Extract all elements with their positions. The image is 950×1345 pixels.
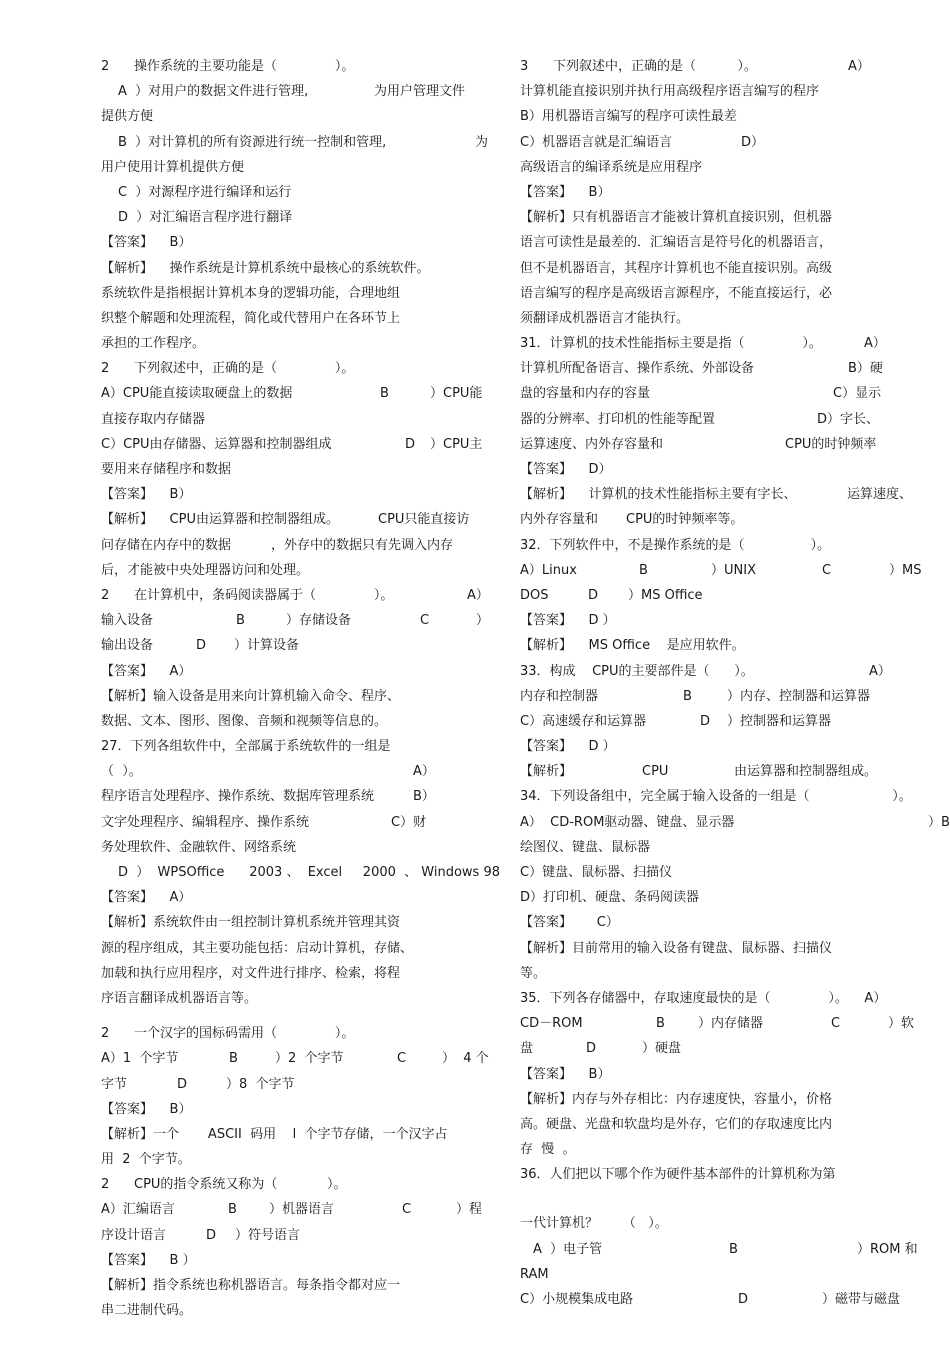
text-segment: A）Linux (520, 562, 577, 578)
text-segment: 【答案】 B） (101, 235, 192, 251)
text-segment: 一代计算机？ （ ）。 (520, 1216, 668, 1232)
text-segment: 35．下列各存储器中，存取速度最快的是（ ）。 A） (520, 990, 887, 1006)
text-segment: 【答案】 C） (520, 915, 619, 931)
text-segment: ）符号语言 (235, 1227, 301, 1243)
text-line (101, 230, 493, 255)
text-segment: C）财 (391, 814, 427, 830)
text-segment: 运算速度、内外存容量和 (520, 436, 664, 452)
text-segment: D ） WPSOffice 2003 、 Excel 2000 、 Windows 98 (118, 865, 500, 880)
text-segment: 加载和执行应用程序，对文件进行排序、检索，将程 (101, 965, 401, 981)
text-line (101, 130, 493, 155)
text-segment: 务处理软件、金融软件、网络系统 (101, 839, 297, 855)
text-segment: 输出设备 (101, 638, 154, 654)
text-line (520, 1112, 940, 1137)
text-segment: 为用户管理文件 (374, 84, 466, 100)
text-line (520, 533, 940, 558)
text-line (520, 104, 940, 129)
text-line (101, 1197, 493, 1222)
text-segment: ）MS (889, 562, 922, 578)
text-segment: ）2 个字节 (275, 1051, 344, 1067)
text-segment: C (420, 613, 430, 629)
text-segment: C）高速缓存和运算器 (520, 713, 647, 729)
text-line (101, 633, 493, 658)
text-segment: 【解析】 CPU由运算器和控制器组成。 (101, 512, 339, 528)
text-segment: ）机器语言 (269, 1202, 335, 1218)
text-line (101, 961, 493, 986)
text-segment: C）CPU由存储器、运算器和控制器组成 (101, 436, 332, 452)
text-segment: 2 (101, 1026, 110, 1042)
text-segment: ）程 (456, 1202, 483, 1218)
text-segment: ）硬盘 (642, 1041, 682, 1057)
text-line (520, 558, 940, 583)
text-line (520, 583, 940, 608)
text-line (101, 155, 493, 180)
text-segment: 【解析】指令系统也称机器语言。每条指令都对应一 (101, 1278, 401, 1293)
text-segment: A）汇编语言 (101, 1202, 175, 1218)
text-segment: 用 2 个字节。 (101, 1152, 191, 1168)
text-segment: B） (413, 789, 435, 805)
text-segment: B (229, 1051, 238, 1067)
text-segment: 提供方便 (101, 109, 154, 125)
text-line (520, 1237, 940, 1262)
text-segment: 等。 (520, 965, 547, 981)
text-segment: 内外存容量和 (520, 512, 599, 528)
text-line (101, 432, 493, 457)
text-segment: （ ）。 (101, 764, 142, 780)
text-segment: 3 (520, 59, 529, 74)
text-segment: 绘图仪、键盘、鼠标器 (520, 839, 651, 855)
text-line (520, 130, 940, 155)
text-line (101, 1046, 493, 1071)
text-line (520, 155, 940, 180)
text-line (520, 684, 940, 709)
text-segment: 【答案】 A） (101, 890, 192, 906)
text-segment: ）软 (888, 1016, 915, 1032)
text-segment: C (402, 1202, 412, 1218)
text-segment: A） (869, 663, 891, 679)
text-segment: CPU只能直接访 (378, 512, 470, 528)
text-segment: 计算机所配备语言、操作系统、外部设备 (520, 361, 755, 377)
text-segment: 内存和控制器 (520, 688, 599, 704)
text-line (520, 734, 940, 759)
text-segment: ）CPU主 (430, 436, 483, 452)
text-segment: 语言编写的程序是高级语言源程序，不能直接运行，必 (520, 285, 833, 301)
text-segment: D (196, 638, 207, 654)
text-line (101, 1298, 493, 1323)
text-segment: 【解析】 计算机的技术性能指标主要有字长、 (520, 487, 797, 503)
text-line (101, 583, 493, 608)
text-segment: ）MS Office (628, 587, 703, 603)
text-line (520, 659, 940, 684)
text-line (101, 1122, 493, 1147)
text-segment: B ）对计算机的所有资源进行统一控制和管理, (118, 134, 387, 150)
text-line (520, 860, 940, 885)
text-segment: ）CPU能 (430, 386, 483, 402)
text-segment: 但不是机器语言，其程序计算机也不能直接识别。高级 (520, 260, 833, 276)
text-segment: 输入设备 (101, 613, 154, 629)
text-segment: 【解析】系统软件由一组控制计算机系统并管理其资 (101, 915, 401, 931)
text-line (101, 79, 493, 104)
text-segment: 33．构成 CPU的主要部件是（ ）。 (520, 663, 754, 679)
text-line (520, 1162, 940, 1187)
text-line (101, 558, 493, 583)
text-segment: CPU (642, 764, 669, 780)
text-line (101, 759, 493, 784)
text-segment: D）打印机、硬盘、条码阅读器 (520, 890, 700, 906)
text-segment: CPU的指令系统又称为（ ）。 (134, 1177, 347, 1193)
text-segment: B (236, 613, 245, 629)
text-line (101, 281, 493, 306)
text-segment: D (588, 587, 599, 603)
text-segment: 直接存取内存储器 (101, 411, 206, 427)
text-segment: CD－ROM (520, 1016, 583, 1032)
text-line (520, 1087, 940, 1112)
text-segment: ）ROM 和 (857, 1241, 918, 1257)
text-line (101, 1172, 493, 1197)
text-segment: DOS (520, 587, 549, 603)
text-segment: 运算速度、 (847, 487, 913, 503)
text-line (101, 1248, 493, 1273)
text-segment: CPU的时钟频率等。 (626, 512, 744, 528)
text-line (520, 759, 940, 784)
text-segment: ）B (928, 814, 950, 830)
text-line (101, 885, 493, 910)
text-segment: C）键盘、鼠标器、扫描仪 (520, 865, 673, 880)
text-line (101, 54, 493, 79)
text-line (101, 331, 493, 356)
text-line (520, 205, 940, 230)
text-segment: 语言可读性是最差的．汇编语言是符号化的机器语言， (520, 235, 833, 251)
text-segment: B (656, 1016, 665, 1032)
text-segment: D (738, 1292, 749, 1307)
text-segment: 程序语言处理程序、操作系统、数据库管理系统 (101, 789, 375, 805)
text-line (520, 1062, 940, 1087)
text-line (101, 356, 493, 381)
text-line (101, 1223, 493, 1248)
text-segment: C ）对源程序进行编译和运行 (118, 184, 292, 200)
text-segment: A）CPU能直接读取硬盘上的数据 (101, 386, 293, 402)
text-segment: 后，才能被中央处理器访问和处理。 (101, 562, 310, 578)
text-segment: ） 4 个 (442, 1051, 489, 1067)
text-segment: 【解析】 操作系统是计算机系统中最核心的系统软件。 (101, 260, 430, 276)
text-line (520, 784, 940, 809)
text-line (101, 180, 493, 205)
text-line (101, 709, 493, 734)
text-line (101, 835, 493, 860)
text-segment: 字节 (101, 1076, 128, 1092)
text-segment: C (397, 1051, 407, 1067)
text-segment: 串二进制代码。 (101, 1303, 193, 1319)
text-line (520, 54, 940, 79)
text-line (520, 230, 940, 255)
text-segment: B）硬 (848, 361, 883, 377)
text-line (101, 1273, 493, 1298)
text-segment: D ）对汇编语言程序进行翻译 (118, 210, 293, 226)
text-segment: C (831, 1016, 841, 1032)
text-line (520, 1011, 940, 1036)
text-line (520, 432, 940, 457)
text-segment: 【解析】内存与外存相比：内存速度快，容量小，价格 (520, 1091, 833, 1107)
text-line (520, 1137, 940, 1162)
text-segment: 【答案】 B） (101, 1101, 192, 1117)
text-segment: A） CD-ROM驱动器、键盘、显示器 (520, 814, 735, 830)
text-segment: 问存储在内存中的数据 (101, 537, 232, 553)
text-line (520, 457, 940, 482)
text-segment: 【解析】目前常用的输入设备有键盘、鼠标器、扫描仪 (520, 940, 833, 956)
text-line (520, 482, 940, 507)
text-segment: ）内存、控制器和运算器 (727, 688, 871, 704)
text-line (101, 684, 493, 709)
text-line (101, 407, 493, 432)
text-line (520, 633, 940, 658)
text-segment: ，外存中的数据只有先调入内存 (271, 537, 454, 553)
text-line (101, 482, 493, 507)
text-segment: ）计算设备 (234, 638, 300, 654)
text-segment: 一个汉字的国标码需用（ ）。 (134, 1026, 355, 1042)
text-segment: C）显示 (833, 386, 882, 402)
text-line (520, 986, 940, 1011)
text-line (101, 256, 493, 281)
text-segment: A） (848, 59, 870, 74)
text-segment: B）用机器语言编写的程序可读性最差 (520, 109, 737, 125)
text-line (520, 407, 940, 432)
text-segment: B (380, 386, 389, 402)
text-line (101, 784, 493, 809)
text-segment: 序设计语言 (101, 1227, 167, 1243)
text-line (520, 885, 940, 910)
text-segment: 盘 (520, 1041, 534, 1057)
text-line (520, 281, 940, 306)
text-segment: 【答案】 D ） (520, 739, 616, 755)
text-line (520, 810, 950, 835)
text-line (520, 709, 940, 734)
text-segment: 序语言翻译成机器语言等。 (101, 990, 258, 1006)
text-segment: 【答案】 B ） (101, 1252, 196, 1268)
text-line (101, 507, 493, 532)
text-segment: 【答案】 B） (520, 184, 611, 200)
text-segment: D (700, 713, 711, 729)
text-line (101, 910, 493, 935)
text-segment: 承担的工作程序。 (101, 336, 206, 352)
text-line (520, 180, 940, 205)
text-segment: 【答案】 B） (101, 487, 192, 503)
right-column (520, 54, 950, 1312)
text-line (101, 306, 493, 331)
text-line (520, 256, 940, 281)
text-segment: 32．下列软件中，不是操作系统的是（ ）。 (520, 537, 831, 553)
text-segment: 36．人们把以下哪个作为硬件基本部件的计算机称为第 (520, 1167, 836, 1183)
text-line (101, 1097, 493, 1122)
text-segment: 要用来存储程序和数据 (101, 462, 232, 477)
text-line (520, 79, 940, 104)
text-segment: 源的程序组成，其主要功能包括：启动计算机，存储、 (101, 940, 414, 956)
text-segment: 【解析】 (520, 764, 573, 780)
text-segment: D (586, 1041, 597, 1057)
text-segment: 高级语言的编译系统是应用程序 (520, 159, 703, 175)
text-line (101, 381, 493, 406)
text-line (520, 1287, 940, 1312)
text-line (101, 936, 493, 961)
text-line (101, 734, 493, 759)
text-line (101, 1021, 493, 1046)
text-segment: ）磁带与磁盘 (822, 1292, 901, 1307)
text-segment: A ）对用户的数据文件进行管理, (118, 84, 309, 100)
text-segment: A） (413, 764, 435, 780)
text-segment: B (683, 688, 692, 704)
text-segment: 2 (101, 587, 110, 603)
text-segment: CPU的时钟频率 (785, 436, 877, 452)
text-segment: A） (864, 336, 886, 352)
text-segment: 数据、文本、图形、图像、音频和视频等信息的。 (101, 713, 388, 729)
text-line (101, 659, 493, 684)
text-segment: B (729, 1241, 738, 1257)
text-line (520, 1262, 940, 1287)
text-segment: C）小规模集成电路 (520, 1292, 634, 1307)
text-segment: 2 (101, 1177, 110, 1193)
text-segment: 【答案】 B） (520, 1066, 611, 1082)
text-segment: D）字长、 (817, 411, 880, 427)
text-segment: 【答案】 D ） (520, 613, 616, 629)
text-segment: 下列叙述中，正确的是（ ）。 (553, 59, 757, 74)
text-line (101, 104, 493, 129)
text-segment: D） (741, 134, 765, 150)
text-segment: 计算机能直接识别并执行用高级程序语言编写的程序 (520, 84, 820, 100)
text-line (520, 331, 940, 356)
text-line (101, 608, 493, 633)
text-segment: ） (476, 613, 490, 629)
text-line (101, 1147, 493, 1172)
text-line (520, 910, 940, 935)
text-line (520, 608, 940, 633)
text-segment: 27．下列各组软件中，全部属于系统软件的一组是 (101, 739, 391, 755)
text-line (520, 936, 940, 961)
text-line (520, 961, 940, 986)
text-segment: 用户使用计算机提供方便 (101, 159, 245, 175)
text-segment: A）1 个字节 (101, 1051, 179, 1067)
text-segment: 【解析】只有机器语言才能被计算机直接识别，但机器 (520, 210, 833, 226)
text-segment: 在计算机中，条码阅读器属于（ ）。 (134, 587, 394, 603)
text-segment: 高。硬盘、光盘和软盘均是外存，它们的存取速度比内 (520, 1116, 833, 1132)
text-segment: 为 (475, 134, 489, 150)
text-segment: 存 慢 。 (520, 1142, 576, 1158)
text-line (520, 1036, 940, 1061)
text-segment: 下列叙述中，正确的是（ ）。 (134, 361, 355, 377)
text-line (520, 356, 940, 381)
text-segment: 34．下列设备组中，完全属于输入设备的一组是（ ）。 (520, 789, 912, 805)
text-segment: B (639, 562, 648, 578)
text-segment: D (177, 1076, 188, 1092)
text-segment: 盘的容量和内存的容量 (520, 386, 651, 402)
text-segment: B (228, 1202, 237, 1218)
text-segment: A） (467, 587, 489, 603)
text-segment: 器的分辨率、打印机的性能等配置 (520, 411, 716, 427)
text-segment: ）内存储器 (698, 1016, 764, 1032)
text-segment: 须翻译成机器语言才能执行。 (520, 310, 690, 326)
text-segment: 织整个解题和处理流程，简化或代替用户在各环节上 (101, 310, 401, 326)
text-segment: C (822, 562, 832, 578)
text-line (520, 306, 940, 331)
text-line (520, 381, 940, 406)
text-segment: ）控制器和运算器 (727, 713, 832, 729)
text-segment: 操作系统的主要功能是（ ）。 (134, 59, 355, 74)
text-segment: 由运算器和控制器组成。 (734, 764, 878, 780)
text-line (101, 205, 493, 230)
text-line (101, 533, 493, 558)
text-segment: RAM (520, 1266, 549, 1282)
text-segment: 系统软件是指根据计算机本身的逻辑功能，合理地组 (101, 285, 401, 301)
text-segment: 【解析】 MS Office 是应用软件。 (520, 638, 745, 654)
text-line (101, 986, 493, 1011)
text-segment: ）存储设备 (286, 613, 352, 629)
text-line (520, 507, 940, 532)
text-segment: 【解析】一个 ASCII 码用 l 个字节存储，一个汉字占 (101, 1126, 448, 1142)
text-segment: 文字处理程序、编辑程序、操作系统 (101, 814, 310, 830)
text-segment: ）UNIX (711, 562, 756, 578)
text-segment: 2 (101, 361, 110, 377)
text-segment: ）8 个字节 (226, 1076, 295, 1092)
text-line (101, 810, 493, 835)
left-column (101, 54, 500, 1323)
text-line (520, 1211, 940, 1236)
text-segment: 2 (101, 59, 110, 74)
text-line (101, 1072, 493, 1097)
text-segment: D (206, 1227, 217, 1243)
text-segment: 【解析】输入设备是用来向计算机输入命令、程序、 (101, 688, 401, 704)
text-line (520, 835, 940, 860)
text-segment: 【答案】 D） (520, 462, 612, 477)
text-segment: 【答案】 A） (101, 663, 192, 679)
text-line (101, 457, 493, 482)
text-segment: 31．计算机的技术性能指标主要是指（ ）。 (520, 336, 822, 352)
text-segment: C）机器语言就是汇编语言 (520, 134, 673, 150)
text-segment: D (405, 436, 416, 452)
text-segment: A ）电子管 (533, 1241, 603, 1257)
text-line (101, 860, 500, 885)
